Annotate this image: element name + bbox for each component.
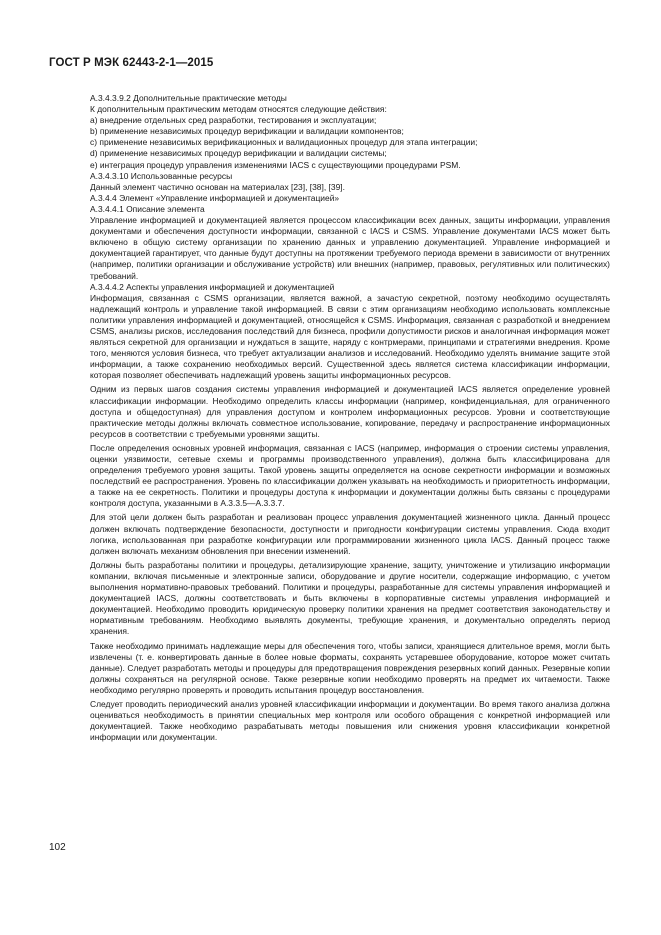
paragraph: Для этой цели должен быть разработан и реализован процесс управления документацией жизненного цикла. Данный процесс должен включать подтверждение безопасности, доступности и пригодности конфигурации системы управления. Сюда входит логика, использованная при разработке конфигурации или программировании жизненного цикла IACS. Данный процесс также должен включать механизм обновления при внесении изменений. <box>90 512 610 556</box>
clause-heading: А.3.4.3.10 Использованные ресурсы <box>90 170 233 181</box>
list-item: d) применение независимых процедур верификации и валидации системы; <box>90 148 387 159</box>
page-number: 102 <box>49 842 66 853</box>
paragraph: Должны быть разработаны политики и процедуры, детализирующие хранение, защиту, уничтожение и утилизацию информации компании, включая письменные и электронные записи, оборудование и другие носители, содержащие информацию, с учетом выполнения нормативно-правовых требований. Политики и процедуры, разработанные для системы управления информацией и документацией IACS, должны соответствовать и быть включены в корпоративные системы управления информацией и документацией. Необходимо проводить юридическую проверку политики хранения на предмет соответствия законодательству и нормативным требованиям. Необходимо выявлять документы, требующие хранения, и документально определять период хранения. <box>90 559 610 637</box>
clause-heading: А.3.4.4.1 Описание элемента <box>90 203 205 214</box>
list-item: a) внедрение отдельных сред разработки, тестирования и эксплуатации; <box>90 115 377 126</box>
standard-header: ГОСТ Р МЭК 62443-2-1—2015 <box>49 57 214 69</box>
paragraph: Также необходимо принимать надлежащие меры для обеспечения того, чтобы записи, хранящиеся длительное время, могли быть извлечены (т. е. конвертировать данные в более новые форматы, сохранять устаревшее оборудование, которое может считать данные). Следует разработать методы и процедуры для предотвращения повреждения резервных копий данных. Резервные копии должны сохраняться на регулярной основе. Также резервные копии необходимо проверять на предмет их читаемости. Также необходимо регулярно проверять и проводить испытания процедур восстановления. <box>90 640 610 695</box>
paragraph: Следует проводить периодический анализ уровней классификации информации и документации. Во время такого анализа должна оцениваться необходимость в принятии специальных мер контроля или особого обращения с конкретной информацией или документацией. Также необходимо разрабатывать методы повышения или снижения уровня классификации конкретной информации или документации. <box>90 698 610 743</box>
list-item: c) применение независимых верификационных и валидационных процедур для этапа интеграции; <box>90 137 478 148</box>
paragraph: После определения основных уровней информация, связанная с IACS (например, информация о строении системы управления, оценки уязвимости, сетевые схемы и программы производственного управления), должна быть классифицирована для определения требуемого уровня защиты. Такой уровень защиты определяется на основе секретности информации и возможных последствий ее распространения. Уровень по классификации должен указывать на необходимость и приоритетность информации, а также на ее секретность. Политики и процедуры доступа к информации и документации должны быть связаны с процедурами контроля доступа, указанными в А.3.3.5—А.3.3.7. <box>90 442 610 509</box>
list-item: e) интеграция процедур управления изменениями IACS с существующими процедурами PSM. <box>90 159 461 170</box>
text-line: Данный элемент частично основан на материалах [23], [38], [39]. <box>90 181 345 192</box>
document-body <box>90 93 610 743</box>
clause-heading: А.3.4.4 Элемент «Управление информацией и документацией» <box>90 192 340 203</box>
list-item: b) применение независимых процедур верификации и валидации компонентов; <box>90 126 404 137</box>
clause-heading: А.3.4.3.9.2 Дополнительные практические методы <box>90 93 287 103</box>
paragraph: Информация, связанная с CSMS организации, является важной, а зачастую секретной, поэтому необходимо осуществлять надлежащий контроль и управление такой информацией. В связи с этим организациям необходимо использовать комплексные политики управления информацией и документацией, относящейся к CSMS. Информация, связанная с разработкой и внедрением CSMS, анализы рисков, исследования последствий для бизнеса, профили допустимости рисков и аналогичная информация может являться секретной для организации и нуждаться в защите, наряду с контрмерами, принципами и стратегиями внедрения. Кроме того, меняются условия бизнеса, что требует актуализации анализов и исследований. Необходимо уделять внимание защите этой информации, а также сохранению необходимых версий. Существенной здесь является система классификации информации, которая позволяет обеспечивать надлежащий уровень защиты информационных ресурсов. <box>90 292 610 381</box>
text-line: К дополнительным практическим методам относятся следующие действия: <box>90 104 387 115</box>
paragraph: Одним из первых шагов создания системы управления информацией и документацией IACS является определение уровней классификации информации. Необходимо определить классы информации (например, конфиденциальная, для ограниченного доступа и общедоступная) для управления доступом и контролем информационных ресурсов. Уровни и соответствующие практические методы должны включать совместное использование, копирование, передачу и распространение информационных ресурсов в соответствии с требуемыми уровнями защиты. <box>90 384 610 439</box>
paragraph: Управление информацией и документацией является процессом классификации всех данных, защиты информации, управления документами и обеспечения доступности информации, связанной с IACS и CSMS. Управление документами IACS может быть включено в общую систему организации по хранению данных и управлению документацией. Управление информацией и документацией гарантирует, что данные будут доступны на протяжении требуемого периода времени в зависимости от внутренних (например, политики организации и обслуживание устройств) или внешних (например, правовых, регулятивных или политических) требований. <box>90 215 610 281</box>
clause-heading: А.3.4.4.2 Аспекты управления информацией и документацией <box>90 281 335 292</box>
